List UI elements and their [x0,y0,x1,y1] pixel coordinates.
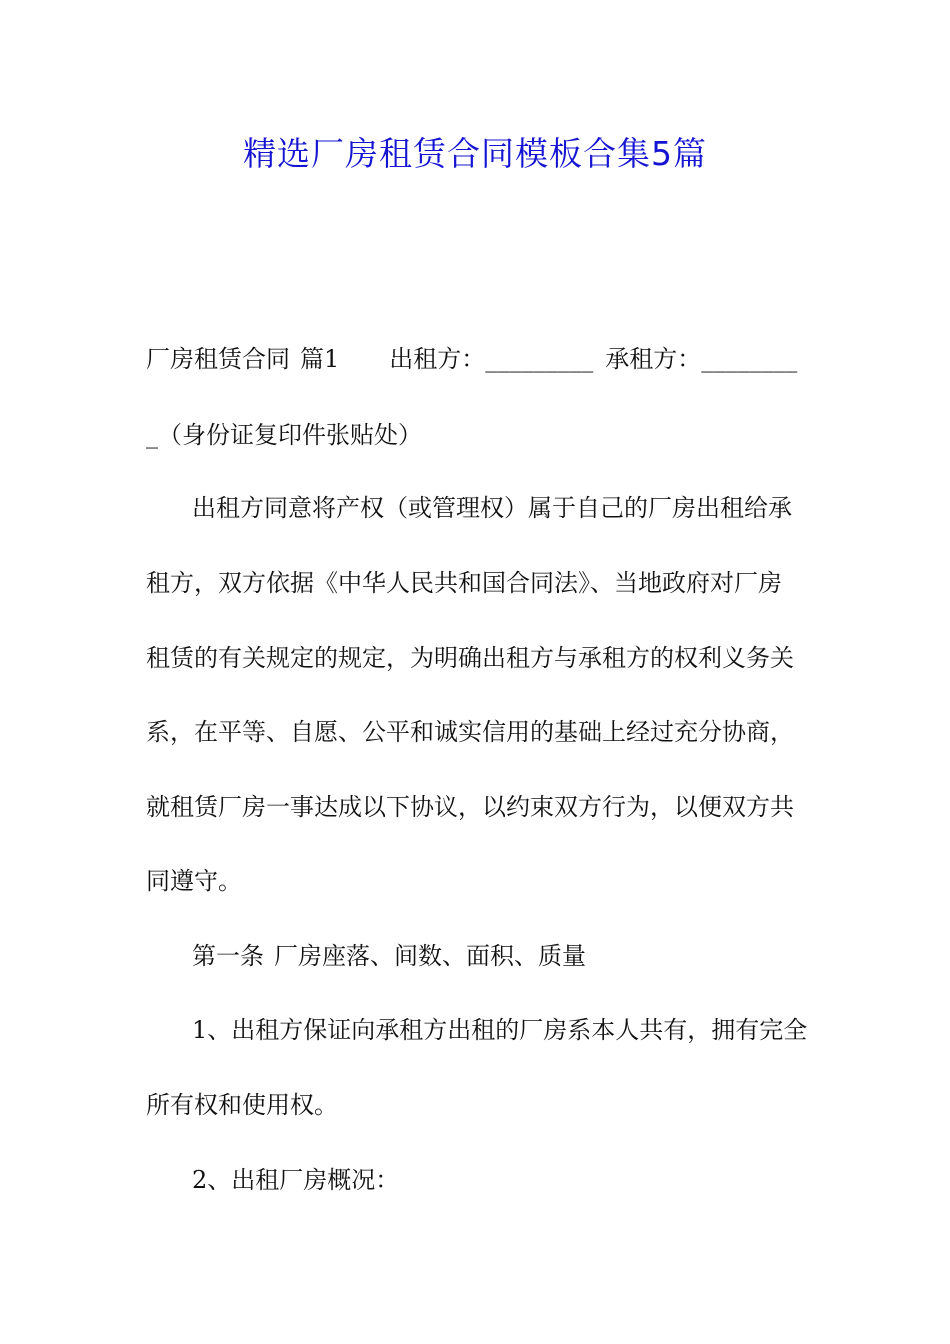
lessee-field: 承租方：________ [605,345,798,373]
article-1-item-1: 1、出租方保证向承租方出租的厂房系本人共有，拥有完全 [192,1016,808,1044]
article-heading-text: 厂房座落、间数、面积、质量 [274,942,586,970]
contract-header-line [146,342,826,376]
article-1-heading [192,939,832,973]
id-copy-note: _（身份证复印件张贴处） [146,421,422,449]
article-number: 第一条 [192,942,264,970]
paragraph-line: 同遵守。 [146,867,242,895]
article-1-item-2: 2、出租厂房概况： [192,1166,400,1194]
article-1-item-1-continued: 所有权和使用权。 [146,1091,338,1119]
paragraph-line: 出租方同意将产权（或管理权）属于自己的厂房出租给承 [192,494,792,522]
paragraph-line: 就租赁厂房一事达成以下协议，以约束双方行为，以便双方共 [146,793,794,821]
paragraph-line: 租赁的有关规定的规定，为明确出租方与承租方的权利义务关 [146,644,794,672]
lessor-field: 出租方：_________ [389,345,594,373]
paragraph-line: 系，在平等、自愿、公平和诚实信用的基础上经过充分协商， [146,718,794,746]
contract-name: 厂房租赁合同 [146,345,290,373]
document-title: 精选厂房租赁合同模板合集5篇 [243,134,707,173]
section-label: 篇1 [300,345,340,373]
paragraph-line: 租方，双方依据《中华人民共和国合同法》、当地政府对厂房 [146,569,782,597]
